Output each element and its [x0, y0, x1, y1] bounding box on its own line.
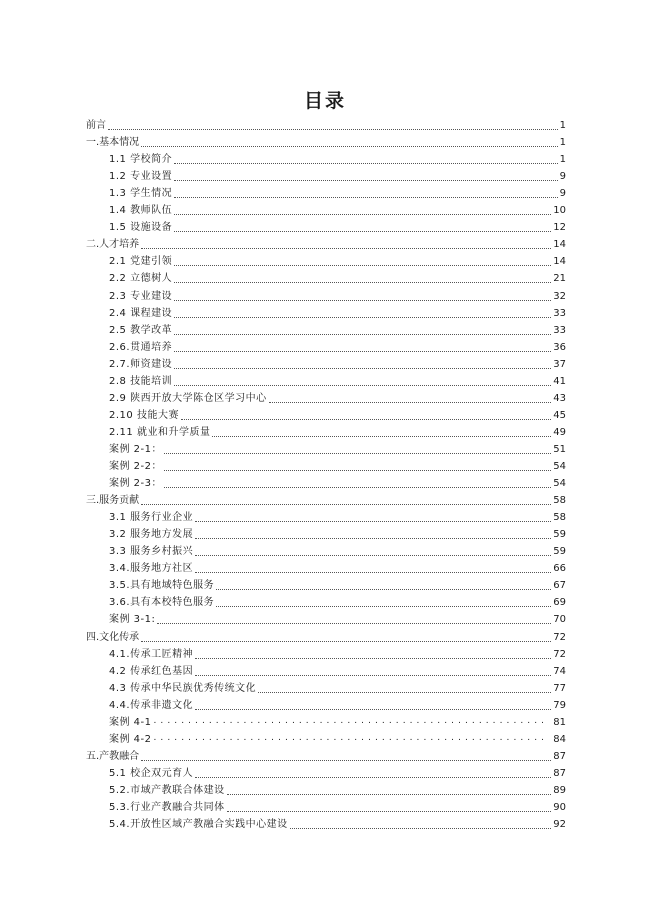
toc-entry[interactable]	[109, 321, 566, 337]
toc-entry[interactable]	[109, 423, 566, 439]
toc-entry-label: 案例 2-2：	[109, 461, 163, 472]
dot-leader	[227, 794, 552, 795]
toc-entry-label: 3.5.具有地域特色服务	[109, 580, 215, 592]
toc-entry-page: 54	[553, 461, 566, 472]
toc-entry[interactable]	[86, 116, 566, 132]
toc-entry[interactable]	[109, 815, 566, 831]
toc-entry-page: 59	[553, 529, 566, 541]
dot-leader	[174, 163, 558, 164]
toc-entry[interactable]	[109, 662, 566, 678]
toc-entry-page: 81	[553, 716, 566, 728]
toc-entry-label: 1.3 学生情况	[109, 188, 173, 200]
toc-entry[interactable]	[109, 730, 566, 746]
dot-leader	[174, 214, 551, 215]
toc-entry[interactable]	[86, 747, 566, 763]
toc-entry-page: 45	[553, 409, 566, 421]
toc-entry-label: 五.产教融合	[86, 750, 140, 762]
toc-entry[interactable]	[86, 133, 566, 149]
toc-entry[interactable]	[86, 235, 566, 251]
toc-entry-page: 92	[553, 819, 566, 831]
toc-entry-page: 1	[559, 120, 566, 131]
toc-entry-page: 32	[553, 290, 566, 302]
toc-entry-page: 36	[553, 341, 566, 353]
dot-leader	[227, 811, 552, 812]
toc-entry[interactable]	[109, 372, 566, 388]
toc-entry-label: 2.4 课程建设	[109, 307, 173, 319]
dot-leader	[154, 715, 548, 727]
toc-entry-label: 2.2 立德树人	[109, 273, 173, 285]
toc-entry-page: 58	[553, 495, 566, 507]
toc-entry-label: 5.2.市域产教联合体建设	[109, 784, 225, 796]
toc-entry-page: 33	[553, 324, 566, 336]
toc-entry-label: 5.4.开放性区域产教融合实践中心建设	[109, 819, 288, 831]
toc-entry-page: 69	[553, 597, 566, 609]
dot-leader	[174, 385, 551, 386]
dot-leader	[195, 555, 551, 556]
dot-leader	[269, 402, 552, 403]
dot-leader	[216, 589, 551, 590]
dot-leader	[174, 300, 551, 301]
toc-entry-page: 77	[553, 682, 566, 694]
toc-entry[interactable]	[109, 355, 566, 371]
dot-leader	[174, 231, 551, 232]
toc-entry[interactable]	[109, 542, 566, 558]
toc-entry-label: 案例 2-3：	[109, 478, 163, 490]
dot-leader	[195, 777, 551, 778]
dot-leader	[174, 334, 551, 335]
dot-leader	[174, 351, 551, 352]
toc-entry-label: 一.基本情况	[86, 137, 140, 149]
dot-leader	[157, 623, 551, 624]
toc-entry-page: 67	[553, 580, 566, 592]
toc-entry-page: 1	[559, 154, 566, 166]
toc-entry[interactable]	[109, 713, 566, 729]
toc-entry-label: 2.1 党建引领	[109, 256, 173, 268]
dot-leader	[141, 641, 551, 642]
toc-entry-label: 3.2 服务地方发展	[109, 529, 194, 541]
toc-entry-label: 1.1 学校简介	[109, 154, 173, 166]
toc-entry[interactable]	[109, 338, 566, 354]
toc-entry-page: 59	[553, 546, 566, 558]
toc-entry-label: 5.3.行业产教融合共同体	[109, 802, 225, 813]
dot-leader	[174, 317, 551, 318]
toc-entry-label: 4.1.传承工匠精神	[109, 648, 194, 660]
toc-entry-page: 9	[559, 188, 566, 200]
dot-leader	[174, 282, 551, 283]
toc-entry-label: 2.10 技能大赛	[109, 409, 179, 421]
toc-entry-page: 14	[553, 256, 566, 268]
toc-entry-page: 84	[553, 733, 566, 745]
toc-entry-label: 4.3 传承中华民族优秀传统文化	[109, 682, 257, 694]
toc-entry-page: 1	[559, 137, 566, 149]
toc-entry-page: 72	[553, 648, 566, 660]
dot-leader	[174, 180, 558, 181]
toc-entry-label: 3.1 服务行业企业	[109, 512, 194, 524]
toc-entry-label: 5.1 校企双元育人	[109, 767, 194, 779]
toc-entry-label: 三.服务贡献	[86, 495, 140, 507]
toc-entry-label: 四.文化传承	[86, 631, 140, 643]
toc-entry-label: 2.9 陕西开放大学陈仓区学习中心	[109, 392, 267, 404]
dot-leader	[174, 368, 551, 369]
dot-leader	[174, 265, 551, 266]
toc-entry-label: 3.6.具有本校特色服务	[109, 597, 215, 609]
toc-entry[interactable]	[109, 781, 566, 797]
dot-leader	[216, 606, 551, 607]
dot-leader	[164, 453, 551, 454]
toc-entry[interactable]	[109, 406, 566, 422]
toc-entry-label: 案例 2-1：	[109, 443, 163, 455]
dot-leader	[141, 146, 557, 147]
dot-leader	[195, 658, 551, 659]
toc-entry-label: 3.3 服务乡村振兴	[109, 546, 194, 558]
toc-entry[interactable]	[109, 679, 566, 695]
toc-entry-label: 2.6.贯通培养	[109, 341, 173, 353]
dot-leader	[181, 419, 551, 420]
toc-entry[interactable]	[109, 576, 566, 592]
toc-entry-label: 2.5 教学改革	[109, 324, 173, 336]
page-title: 目录	[303, 90, 346, 112]
toc-entry-page: 37	[553, 358, 566, 370]
toc-entry[interactable]	[86, 491, 566, 507]
toc-entry-label: 3.4.服务地方社区	[109, 563, 194, 575]
dot-leader	[164, 487, 551, 488]
toc-entry-page: 87	[553, 767, 566, 779]
dot-leader	[195, 572, 551, 573]
toc-entry[interactable]	[109, 798, 566, 814]
toc-entry-page: 72	[553, 631, 566, 643]
dot-leader	[258, 692, 551, 693]
toc-entry-page: 9	[559, 171, 566, 183]
toc-entry-page: 43	[553, 392, 566, 404]
dot-leader	[141, 760, 551, 761]
toc-entry-label: 1.2 专业设置	[109, 171, 173, 183]
toc-entry-page: 21	[553, 273, 566, 285]
toc-entry-label: 4.2 传承红色基因	[109, 665, 194, 677]
dot-leader	[108, 129, 558, 130]
toc-entry[interactable]	[109, 167, 566, 183]
toc-entry-page: 10	[553, 205, 566, 217]
dot-leader	[141, 504, 551, 505]
toc-entry[interactable]	[109, 764, 566, 780]
toc-entry[interactable]	[109, 457, 566, 473]
toc-entry[interactable]	[109, 304, 566, 320]
toc-entry[interactable]	[86, 628, 566, 644]
toc-entry-label: 1.5 设施设备	[109, 222, 173, 234]
toc-entry-label: 案例 4-2	[109, 733, 152, 745]
toc-entry-page: 90	[553, 802, 566, 813]
toc-entry[interactable]	[109, 559, 566, 575]
toc-entry-page: 58	[553, 512, 566, 524]
toc-entry[interactable]	[109, 150, 566, 166]
toc-entry[interactable]	[109, 252, 566, 268]
dot-leader	[290, 828, 552, 829]
toc-entry[interactable]	[109, 508, 566, 524]
toc-entry-label: 前言	[86, 120, 106, 131]
toc-entry-page: 33	[553, 307, 566, 319]
toc-entry-label: 1.4 教师队伍	[109, 205, 173, 217]
toc-entry[interactable]	[109, 593, 566, 609]
toc-entry[interactable]	[109, 696, 566, 712]
toc-entry-page: 14	[553, 239, 566, 251]
toc-entry[interactable]	[109, 645, 566, 661]
dot-leader	[164, 470, 551, 471]
toc-entry-page: 74	[553, 665, 566, 677]
dot-leader	[195, 538, 551, 539]
toc-entry[interactable]	[109, 389, 566, 405]
dot-leader	[195, 675, 551, 676]
toc-entry-label: 2.3 专业建设	[109, 290, 173, 302]
dot-leader	[141, 248, 551, 249]
toc-entry-page: 87	[553, 750, 566, 762]
toc-entry[interactable]	[109, 610, 566, 626]
dot-leader	[195, 521, 551, 522]
toc-entry-page: 51	[553, 443, 566, 455]
dot-leader	[174, 197, 558, 198]
toc-entry-page: 41	[553, 375, 566, 387]
toc-entry-page: 66	[553, 563, 566, 575]
toc-entry-label: 2.11 就业和升学质量	[109, 426, 211, 438]
toc-entry-label: 2.8 技能培训	[109, 375, 173, 387]
toc-entry-label: 案例 3-1:	[109, 614, 156, 626]
toc-entry-page: 89	[553, 784, 566, 796]
dot-leader	[154, 732, 548, 744]
toc-entry[interactable]	[109, 287, 566, 303]
toc-entry[interactable]	[109, 474, 566, 490]
toc-entry-page: 54	[553, 478, 566, 490]
dot-leader	[195, 709, 551, 710]
dot-leader	[212, 436, 551, 437]
toc-entry[interactable]	[109, 525, 566, 541]
toc-entry-label: 2.7.师资建设	[109, 358, 173, 370]
toc-entry-label: 4.4.传承非遗文化	[109, 699, 194, 711]
toc-entry[interactable]	[109, 269, 566, 285]
toc-entry-label: 二.人才培养	[86, 239, 140, 251]
toc-entry[interactable]	[109, 201, 566, 217]
toc-entry-page: 49	[553, 426, 566, 438]
toc-entry-page: 12	[553, 222, 566, 234]
toc-entry[interactable]	[109, 218, 566, 234]
toc-entry-page: 70	[553, 614, 566, 626]
toc-entry[interactable]	[109, 184, 566, 200]
toc-entry-page: 79	[553, 699, 566, 711]
toc-entry-label: 案例 4-1	[109, 716, 152, 728]
toc-entry[interactable]	[109, 440, 566, 456]
